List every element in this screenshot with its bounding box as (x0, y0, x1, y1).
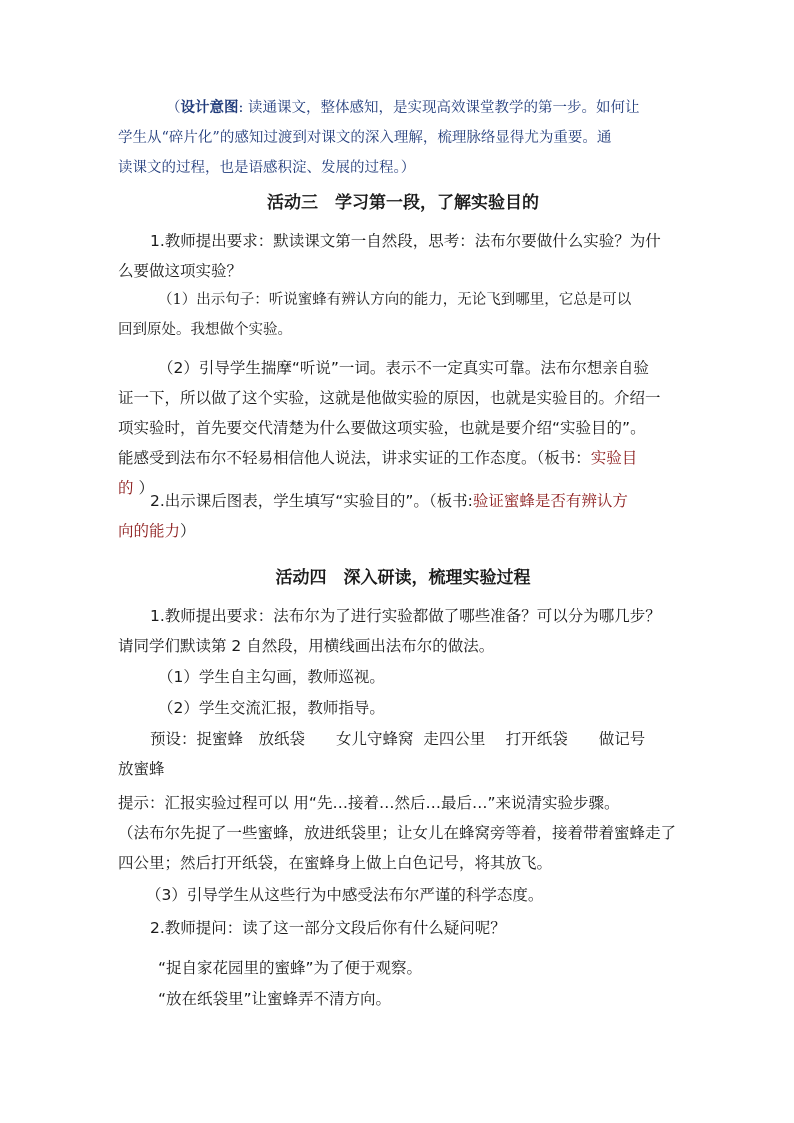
activity4-answer-2 (118, 984, 688, 1014)
activity4-example-paragraph (118, 818, 688, 878)
activity4-step-1 (118, 662, 688, 692)
text-line: 预设：捉蜜蜂 放纸袋 女儿守蜂窝 走四公里 打开纸袋 做记号 (150, 730, 646, 748)
text-line: （2）引导学生揣摩“听说”一词。表示不一定真实可靠。法布尔想亲自验 (158, 359, 649, 377)
text-line: （法布尔先捉了一些蜜蜂，放进纸袋里；让女儿在蜂窝旁等着，接着带着蜜蜂走了 (118, 824, 677, 842)
text-line: 项实验时，首先要交代清楚为什么要做这项实验，也就是要介绍“实验目的”。 (118, 419, 646, 437)
activity4-hint: 提示：汇报实验过程可以 用“先…接着…然后…最后…”来说清实验步骤。 (118, 794, 620, 812)
text-line (118, 516, 688, 546)
board-note: 实验目 (590, 449, 638, 467)
text-line: 1.教师提出要求：法布尔为了进行实验都做了哪些准备？可以分为哪几步？ (150, 607, 661, 625)
text-line: “捉自家花园里的蜜蜂”为了便于观察。 (158, 959, 423, 977)
text-line: 回到原处。我想做个实验。 (118, 322, 292, 338)
design-note-label: 设计意图 (180, 99, 239, 116)
design-note-line-3: 读课文的过程，也是语感积淀、发展的过程。） (118, 160, 416, 176)
text-line: （2）学生交流汇报，教师指导。 (158, 699, 385, 717)
text-line: 放蜜蜂 (118, 760, 165, 778)
activity4-heading: 活动四 深入研读，梳理实验过程 (275, 568, 531, 588)
activity3-paragraph-2 (118, 285, 688, 345)
activity4-question-1 (118, 601, 688, 661)
board-note: 的 (118, 479, 134, 497)
activity3-paragraph-4 (118, 486, 688, 546)
text-line: （1）出示句子：听说蜜蜂有辨认方向的能力，无论飞到哪里，它总是可以 (158, 292, 632, 308)
text-span: 2.出示课后图表，学生填写“实验目的”。（板书: (150, 492, 473, 510)
text-line: 2.教师提问：读了这一部分文段后你有什么疑问呢？ (150, 919, 506, 937)
design-note-line-1: （设计意图: 读通课文，整体感知，是实现高效课堂教学的第一步。如何让 (166, 99, 640, 116)
text-line (118, 443, 688, 473)
text-line: “放在纸袋里”让蜜蜂弄不清方向。 (158, 990, 392, 1008)
activity4-question-2 (118, 913, 688, 943)
activity4-step-3 (118, 880, 688, 910)
activity4-answer-1 (118, 953, 688, 983)
design-note (118, 93, 688, 183)
text-line: 么要做这项实验？ (118, 262, 243, 280)
text-line: （3）引导学生从这些行为中感受法布尔严谨的科学态度。 (146, 886, 544, 904)
board-note: 验证蜜蜂是否有辨认方 (472, 492, 628, 510)
design-note-text: 读通课文，整体感知，是实现高效课堂教学的第一步。如何让 (248, 100, 640, 116)
text-line: 证一下，所以做了这个实验，这就是他做实验的原因，也就是实验目的。介绍一 (118, 389, 661, 407)
text-line: 1.教师提出要求：默读课文第一自然段，思考：法布尔要做什么实验？为什 (150, 232, 661, 250)
activity4-preset (118, 724, 688, 784)
text-line (118, 486, 688, 516)
text-span: ） (180, 522, 196, 540)
activity3-paragraph-1 (118, 226, 688, 286)
text-line: （1）学生自主勾画，教师巡视。 (158, 668, 385, 686)
text-line: 请同学们默读第 2 自然段，用横线画出法布尔的做法。 (118, 637, 495, 655)
text-line: 四公里；然后打开纸袋，在蜜蜂身上做上白色记号，将其放飞。 (118, 854, 553, 872)
activity4-step-2 (118, 693, 688, 723)
activity3-paragraph-3 (118, 353, 688, 503)
text-span: 能感受到法布尔不轻易相信他人说法，讲求实证的工作态度。（板书： (118, 449, 591, 467)
activity3-heading: 活动三 学习第一段，了解实验目的 (267, 193, 539, 213)
design-note-line-2: 学生从“碎片化”的感知过渡到对课文的深入理解，梳理脉络显得尤为重要。通 (118, 130, 612, 146)
text-span: ） (133, 479, 154, 497)
board-note: 向的能力 (118, 522, 181, 540)
